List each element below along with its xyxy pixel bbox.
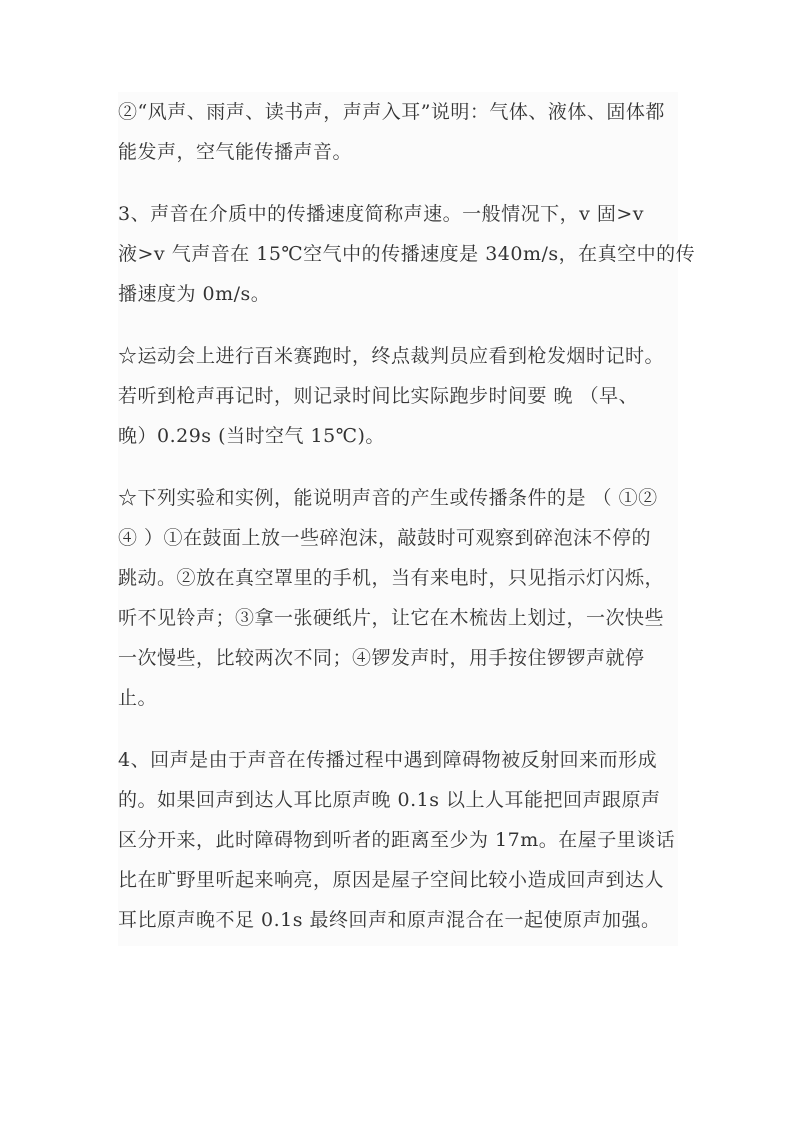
paragraph-line: 3、声音在介质中的传播速度简称声速。一般情况下，v 固>v [118,203,645,225]
paragraph-line: 的。如果回声到达人耳比原声晚 0.1s 以上人耳能把回声跟原声 [118,789,661,811]
paragraph-line: ②“风声、雨声、读书声，声声入耳”说明：气体、液体、固体都 [118,101,665,123]
paragraph-line: ④ ）①在鼓面上放一些碎泡沫，敲鼓时可观察到碎泡沫不停的 [118,527,652,549]
paragraph-line: 4、回声是由于声音在传播过程中遇到障碍物被反射回来而形成 [118,749,658,771]
paragraph-line: 能发声，空气能传播声音。 [118,141,353,163]
paragraph-line: 晚）0.29s (当时空气 15℃)。 [118,425,385,447]
paragraph-line: 一次慢些，比较两次不同；④锣发声时，用手按住锣锣声就停 [118,647,645,669]
paragraph-line: 播速度为 0m/s。 [118,283,271,305]
paragraph-line: 液>v 气声音在 15℃空气中的传播速度是 340m/s，在真空中的传 [118,243,696,265]
paragraph-echo [118,740,678,940]
paragraph-wind-rain-reading [118,92,678,172]
paragraph-line: 听不见铃声；③拿一张硬纸片，让它在木梳齿上划过，一次快些 [118,607,665,629]
paragraph-line: 比在旷野里听起来响亮，原因是屋子空间比较小造成回声到达人 [118,869,665,891]
paragraph-line: ☆运动会上进行百米赛跑时，终点裁判员应看到枪发烟时记时。 [118,345,665,367]
paragraph-line: 区分开来，此时障碍物到听者的距离至少为 17m。在屋子里谈话 [118,829,676,851]
paragraph-line: 耳比原声晚不足 0.1s 最终回声和原声混合在一起使原声加强。 [118,909,661,931]
paragraph-line: ☆下列实验和实例，能说明声音的产生或传播条件的是 （ ①② [118,487,658,509]
document-body [118,92,696,946]
paragraph-line: 止。 [118,687,158,709]
paragraph-sprint-timing [118,336,678,456]
paragraph-experiments [118,478,678,718]
paragraph-sound-speed [118,194,696,314]
paragraph-line: 跳动。②放在真空罩里的手机，当有来电时，只见指示灯闪烁， [118,567,665,589]
paragraph-line: 若听到枪声再记时，则记录时间比实际跑步时间要 晚 （早、 [118,385,639,407]
